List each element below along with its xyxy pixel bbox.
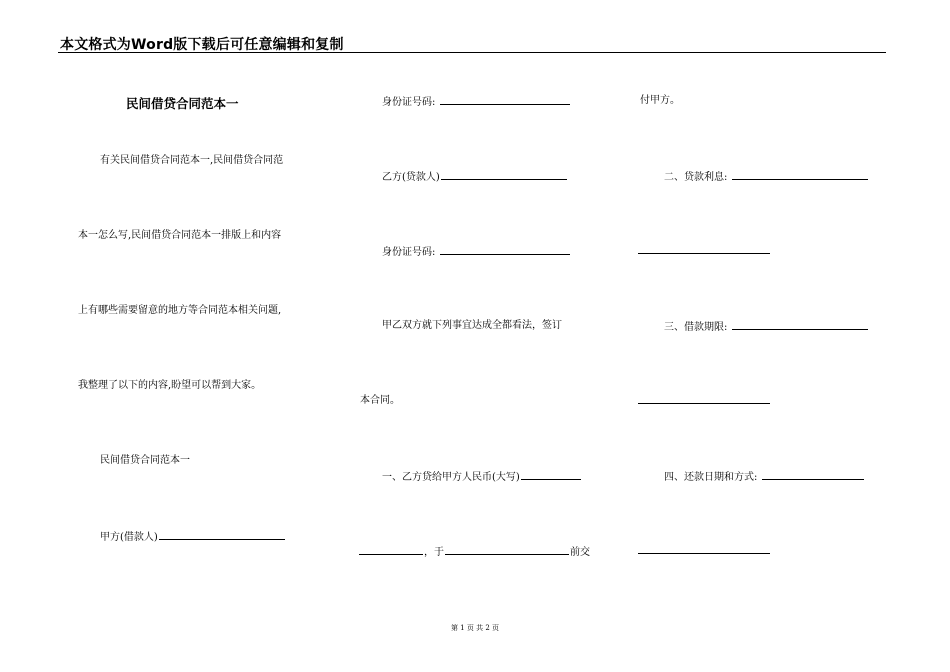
intro-line-4: 我整理了以下的内容,盼望可以帮到大家。: [78, 380, 262, 391]
party-b-blank: [441, 169, 567, 180]
clause-4-extra-blank: [638, 553, 770, 554]
clause-1-yu: 于: [434, 547, 444, 558]
pay-party-a-text: 付甲方。: [640, 95, 680, 106]
clause-4-line: [664, 469, 865, 484]
clause-1-end: 前交: [570, 547, 590, 558]
clause-1-comma: ，: [424, 547, 434, 558]
section-subtitle: 民间借贷合同范本一: [100, 455, 190, 466]
page-suffix: 页: [492, 624, 500, 632]
clause-1-amount-blank: [521, 469, 581, 480]
clause-2-label: 二、贷款利息:: [664, 172, 728, 183]
document-title: 民间借贷合同范本一: [126, 96, 239, 111]
party-b-line: [382, 169, 568, 184]
agreement-line-2: 本合同。: [360, 395, 400, 406]
clause-3-blank: [732, 319, 868, 330]
clause-1-line: [382, 469, 582, 484]
clause-1-text: 一、乙方贷给甲方人民币(大写): [382, 472, 520, 483]
intro-line-2: 本一怎么写,民间借贷合同范本一排版上和内容: [78, 230, 282, 241]
id-number-line-1: [382, 94, 571, 109]
page-footer: [0, 623, 950, 633]
clause-4-label: 四、还款日期和方式:: [664, 472, 758, 483]
page-prefix: 第: [450, 624, 458, 632]
clause-4-blank: [762, 469, 864, 480]
id-number-blank-2: [440, 244, 570, 255]
clause-1-continued: [358, 544, 590, 559]
header-text: 本文格式为Word版下载后可任意编辑和复制: [60, 37, 344, 53]
clause-1-date-blank: [445, 544, 569, 555]
page-total: 2: [485, 624, 490, 632]
clause-3-extra-blank: [638, 403, 770, 404]
id-number-label-2: 身份证号码:: [382, 247, 436, 258]
clause-3-label: 三、借款期限:: [664, 322, 728, 333]
id-number-line-2: [382, 244, 571, 259]
clause-2-extra-blank: [638, 253, 770, 254]
party-b-label: 乙方(贷款人): [382, 172, 440, 183]
intro-line-1: 有关民间借贷合同范本一,民间借贷合同范: [100, 155, 284, 166]
id-number-blank-1: [440, 94, 570, 105]
intro-line-3: 上有哪些需要留意的地方等合同范本相关问题,: [78, 305, 282, 316]
party-a-line: [100, 529, 286, 544]
party-a-label: 甲方(借款人): [100, 532, 158, 543]
clause-2-blank: [732, 169, 868, 180]
party-a-blank: [159, 529, 285, 540]
page-current: 1: [460, 624, 465, 632]
clause-3-line: [664, 319, 869, 334]
clause-2-line: [664, 169, 869, 184]
page-middle: 页 共: [466, 624, 484, 632]
agreement-line-1: 甲乙双方就下列事宜达成全都看法，签订: [382, 320, 562, 331]
header-divider: [58, 52, 886, 53]
clause-1-amount-blank-2: [359, 544, 423, 555]
id-number-label-1: 身份证号码:: [382, 97, 436, 108]
